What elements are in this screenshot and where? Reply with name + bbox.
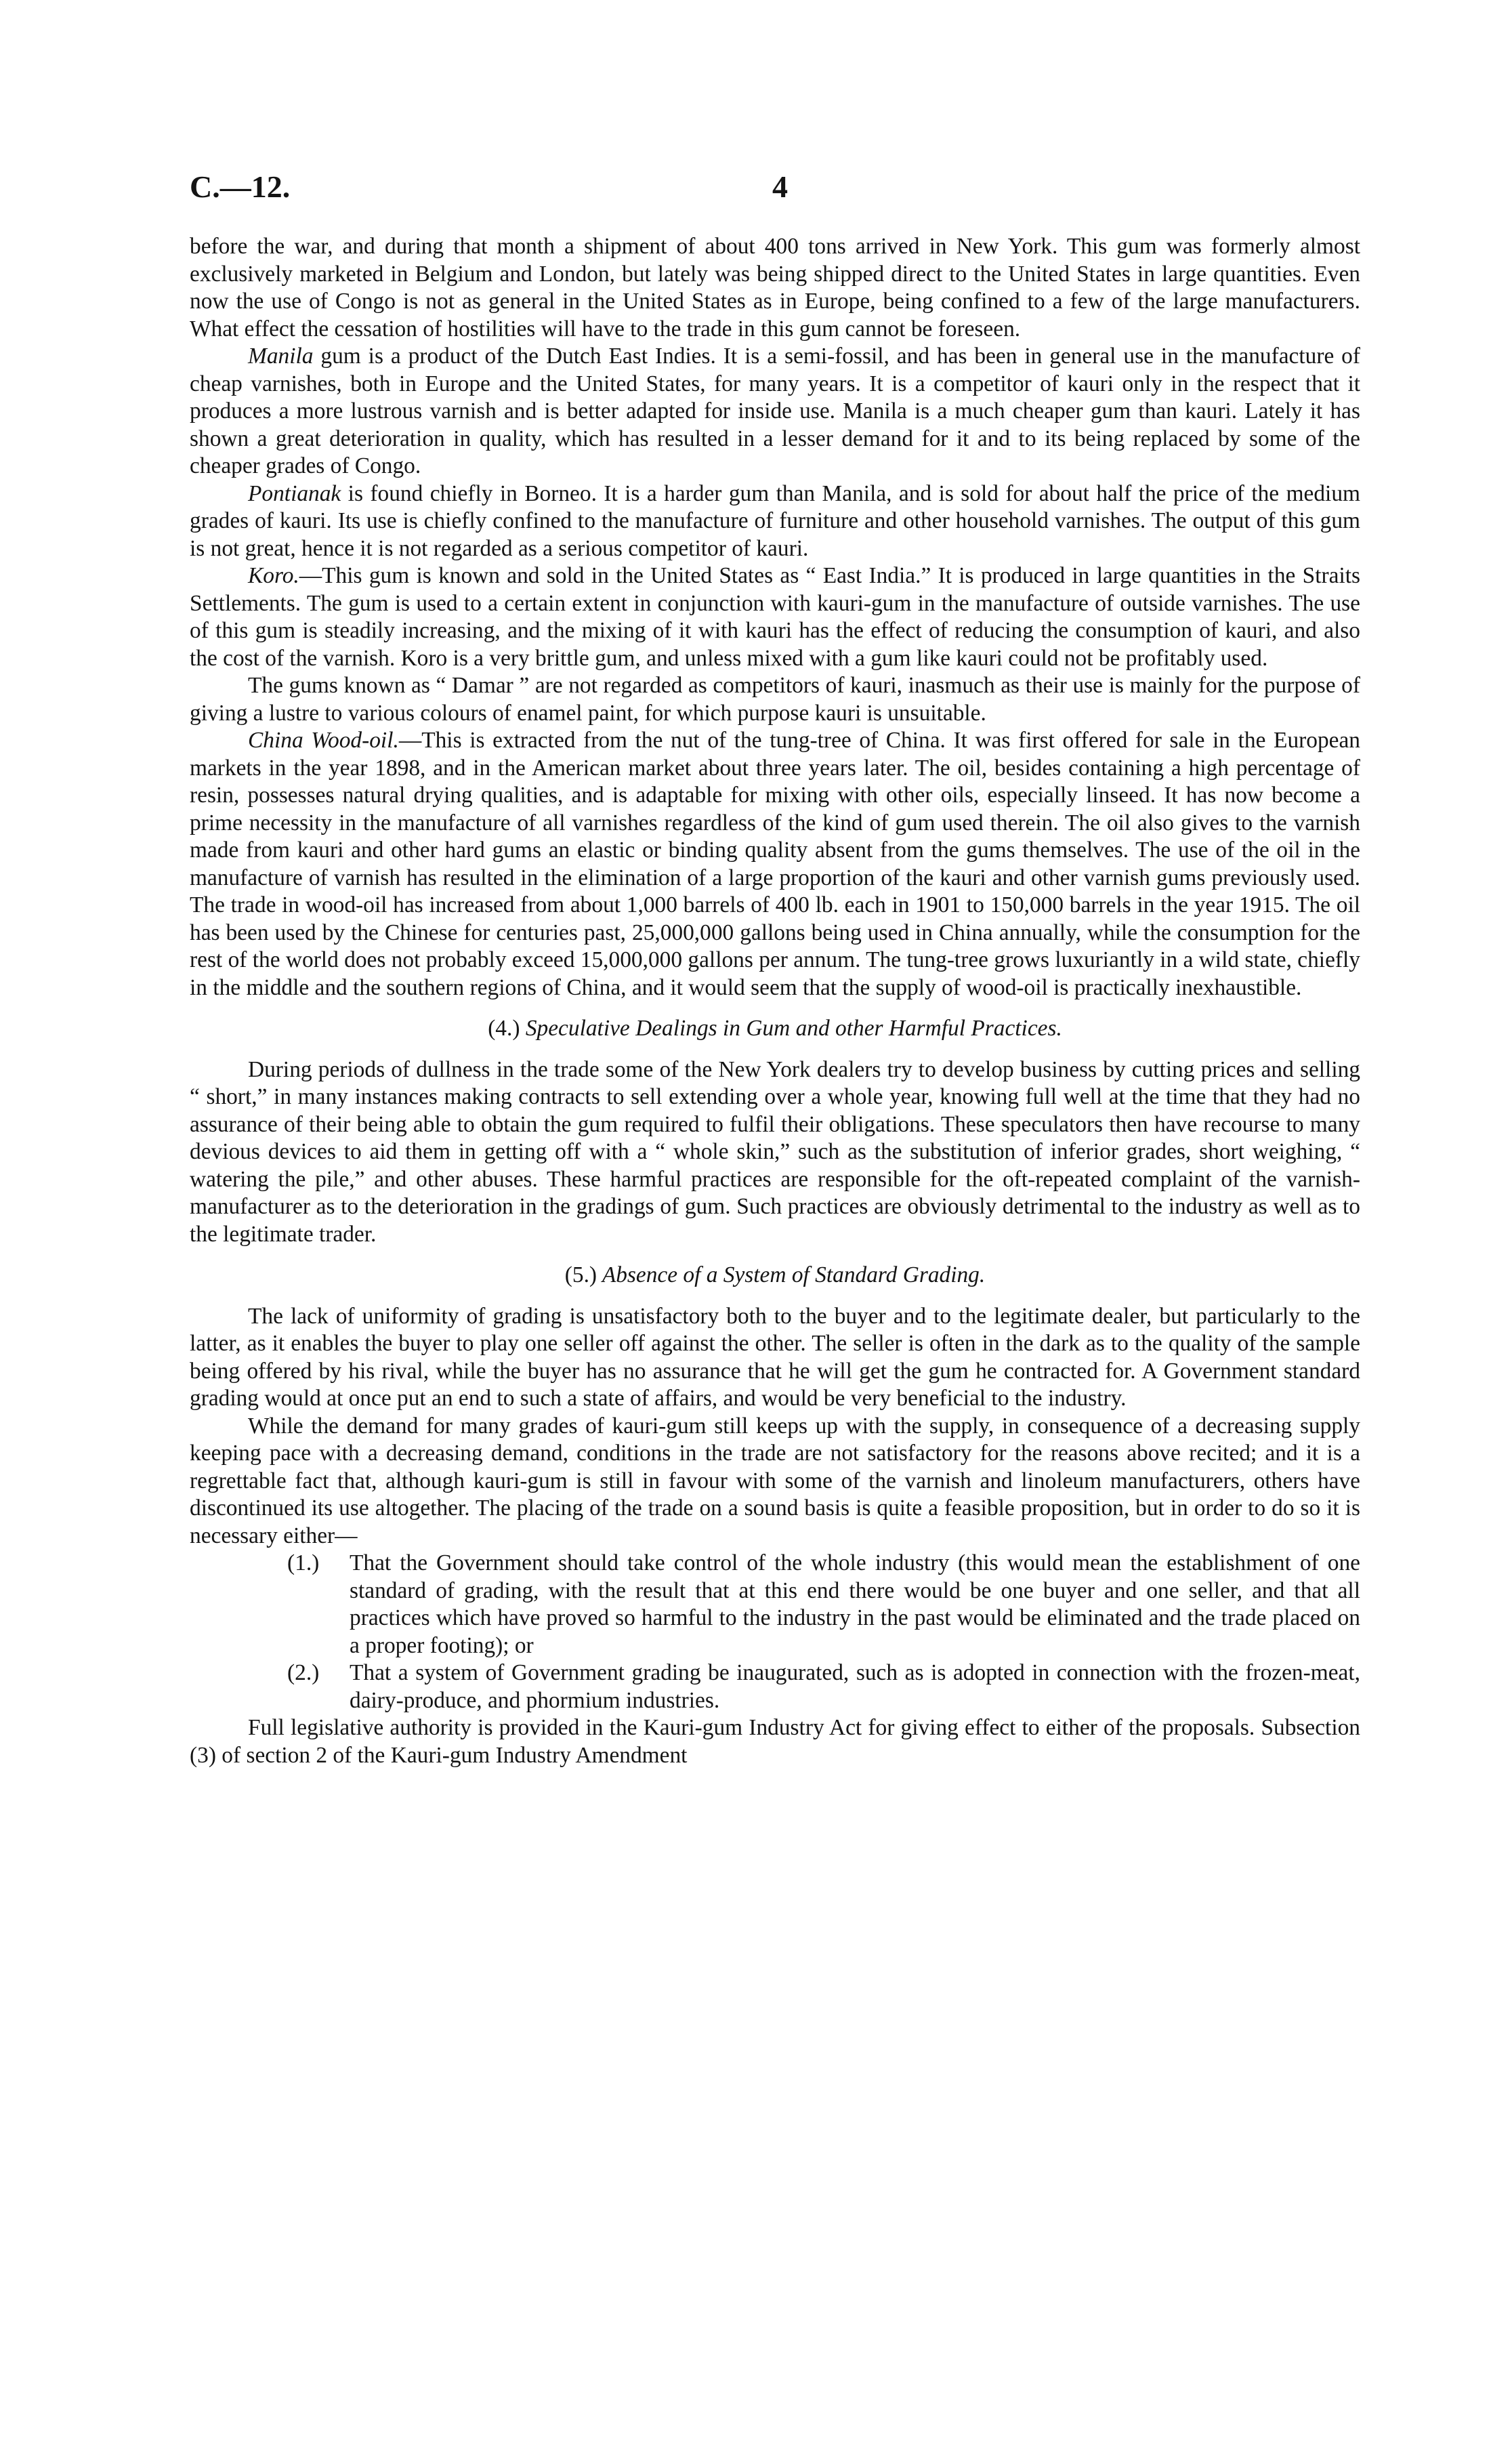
section-number: (5.) [564, 1262, 597, 1287]
section-heading-5 [190, 1262, 1360, 1289]
paragraph-text: gum is a product of the Dutch East Indies. It is a semi-fossil, and has been in general use in the manufacture of cheap varnishes, both in Europe and the United States, for many years. It is a competitor of kauri only in the respect that it produces a more lustrous varnish and is better adapted for inside use. Manila is a much cheaper gum than kauri. Lately it has shown a great deterioration in quality, which has resulted in a lesser demand for it and to its being replaced by some of the cheaper grades of Congo. [190, 344, 1360, 478]
paragraph-damar: The gums known as “ Damar ” are not regarded as competitors of kauri, inasmuch as their use is mainly for the purpose of giving a lustre to various colours of enamel paint, for which purpose kauri is unsuitable. [190, 673, 1360, 726]
section-title: Speculative Dealings in Gum and other Harmful Practices. [525, 1016, 1062, 1041]
paragraph-china-wood-oil [190, 727, 1360, 1002]
paragraph-legislative-authority: Full legislative authority is provided in the Kauri-gum Industry Act for giving effect to either of the proposals. Subsection (3) of section 2 of the Kauri-gum Industry Amendment [190, 1715, 1360, 1768]
term-china-wood-oil: China Wood-oil. [248, 728, 399, 753]
paragraph-grading-lack: The lack of uniformity of grading is unsatisfactory both to the buyer and to the legitimate dealer, but particularly to the latter, as it enables the buyer to play one seller off against the other. The seller is often in the dark as to the quality of the sample being offered by his rival, while the buyer has no assurance that he will get the gum he contracted for. A Government standard grading would at once put an end to such a state of affairs, and would be very beneficial to the industry. [190, 1303, 1360, 1411]
paragraph-text: —This gum is known and sold in the United States as “ East India.” It is produced in large quantities in the Straits Settlements. The gum is used to a certain extent in conjunction with kauri-gum in the manufacture of outside varnishes. The use of this gum is steadily increasing, and the mixing of it with kauri has the effect of reducing the consumption of kauri, and also the cost of the varnish. Koro is a very brittle gum, and unless mixed with a gum like kauri could not be profitably used. [190, 563, 1360, 671]
document-reference: C.—12. [190, 169, 291, 204]
paragraph-congo-continued: before the war, and during that month a shipment of about 400 tons arrived in New York. This gum was formerly almost exclusively marketed in Belgium and London, but lately was being shipped direct to the United States in large quantities. Even now the use of Congo is not as general in the United States as in Europe, being confined to a few of the large manufacturers. What effect the cessation of hostilities will have to the trade in this gum cannot be foreseen. [190, 234, 1360, 342]
paragraph-speculative-dealings: During periods of dullness in the trade some of the New York dealers try to develop business by cutting prices and selling “ short,” in many instances making contracts to sell extending over a whole year, knowing full well at the time that they had no assurance of their being able to obtain the gum required to fulfil their obligations. These speculators then have recourse to many devious devices to aid them in getting off with a “ whole skin,” such as the substitution of inferior grades, short weighing, “ watering the pile,” and other abuses. These harmful practices are responsible for the oft-repeated complaint of the varnish-manufacturer as to the deterioration in the gradings of gum. Such practices are obviously detrimental to the industry as well as to the legitimate trader. [190, 1056, 1360, 1247]
list-item-1 [190, 1550, 1360, 1659]
paragraph-koro [190, 562, 1360, 672]
section-heading-4 [190, 1015, 1360, 1043]
list-text: That the Government should take control of the whole industry (this would mean the establishment of one standard of grading, with the result that at this end there would be one buyer and one seller, and that all practices which have proved so harmful to the industry in the past would be eliminated and the trade placed on a proper footing); or [350, 1550, 1360, 1658]
section-number: (4.) [488, 1016, 520, 1041]
document-body [190, 233, 1360, 1769]
paragraph-pontianak [190, 480, 1360, 563]
list-marker: (1.) [287, 1550, 320, 1575]
list-item-2 [190, 1659, 1360, 1714]
term-manila: Manila [248, 344, 314, 369]
paragraph-text: is found chiefly in Borneo. It is a harder gum than Manila, and is sold for about half the price of the medium grades of kauri. Its use is chiefly confined to the manufacture of furniture and other household varnishes. The output of this gum is not great, hence it is not regarded as a serious competitor of kauri. [190, 480, 1360, 561]
list-marker: (2.) [287, 1660, 320, 1685]
page-number: 4 [772, 169, 788, 204]
page-header [190, 167, 1360, 207]
list-text: That a system of Government grading be inaugurated, such as is adopted in connection with the frozen-meat, dairy-produce, and phormium industries. [350, 1660, 1360, 1713]
paragraph-manila [190, 343, 1360, 480]
paragraph-text: —This is extracted from the nut of the tung-tree of China. It was first offered for sale in the European markets in the year 1898, and in the American market about three years later. The oil, besides containing a high percentage of resin, possesses natural drying qualities, and is adaptable for mixing with other oils, especially linseed. It has now become a prime necessity in the manufacture of all varnishes regardless of the kind of gum used therein. The oil also gives to the varnish made from kauri and other hard gums an elastic or binding quality absent from the gums themselves. The use of the oil in the manufacture of varnish has resulted in the elimination of a large proportion of the kauri and other varnish gums previously used. The trade in wood-oil has increased from about 1,000 barrels of 400 lb. each in 1901 to 150,000 barrels in the year 1915. The oil has been used by the Chinese for centuries past, 25,000,000 gallons being used in China annually, while the consumption for the rest of the world does not probably exceed 15,000,000 gallons per annum. The tung-tree grows luxuriantly in a wild state, chiefly in the middle and the southern regions of China, and it would seem that the supply of wood-oil is practically inexhaustible. [190, 728, 1360, 1000]
paragraph-demand: While the demand for many grades of kauri-gum still keeps up with the supply, in consequence of a decreasing supply keeping pace with a decreasing demand, conditions in the trade are not satisfactory for the reasons above recited; and it is a regrettable fact that, although kauri-gum is still in favour with some of the varnish and linoleum manufacturers, others have discontinued its use altogether. The placing of the trade on a sound basis is quite a feasible proposition, but in order to do so it is necessary either— [190, 1413, 1360, 1548]
section-title: Absence of a System of Standard Grading. [602, 1262, 986, 1287]
term-pontianak: Pontianak [248, 480, 341, 506]
term-koro: Koro. [248, 563, 299, 588]
